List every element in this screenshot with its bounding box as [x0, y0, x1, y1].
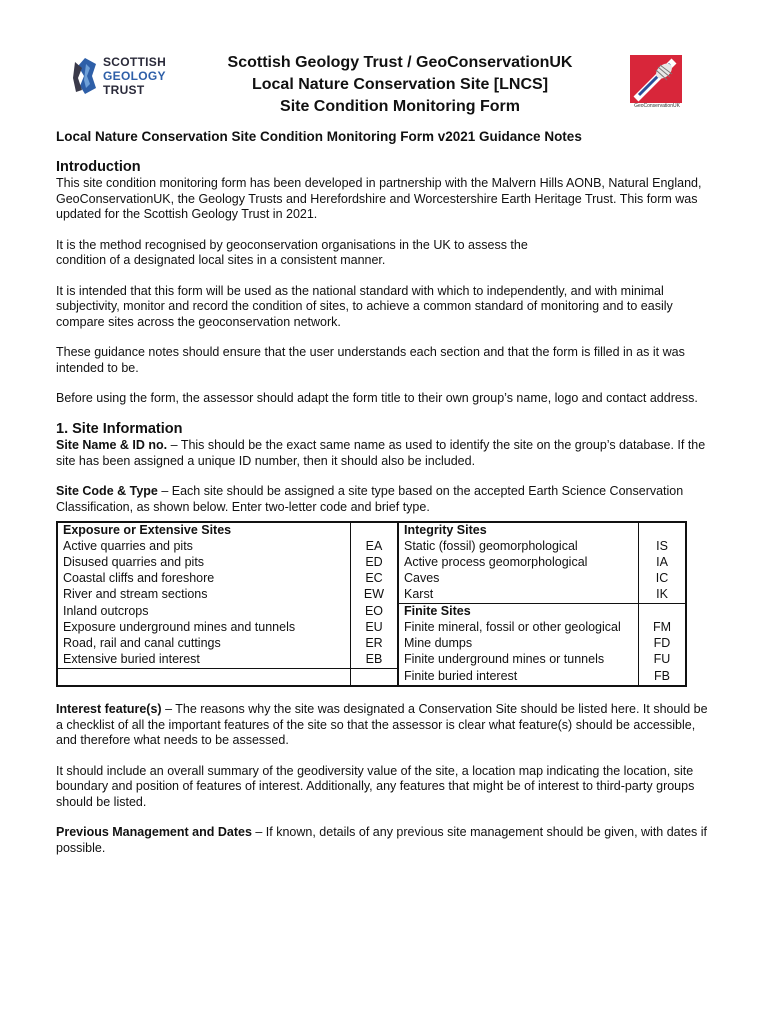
table-row: [57, 539, 686, 555]
site-type-name: Road, rail and canal cuttings: [57, 636, 351, 652]
site-type-name: Inland outcrops: [57, 604, 351, 621]
empty-cell: [639, 522, 687, 539]
site-type-code: IS: [639, 539, 687, 555]
page-title: [150, 52, 650, 118]
title-line-3: Site Condition Monitoring Form: [280, 98, 520, 115]
site-information-heading: 1. Site Information: [56, 420, 183, 437]
site-type-name: Active quarries and pits: [57, 539, 351, 555]
site-type-name: Extensive buried interest: [57, 652, 351, 669]
site-type-code: ED: [351, 555, 399, 571]
intro-paragraph-5: Before using the form, the assessor should adapt the form title to their own group’s name, logo and contact address.: [56, 391, 698, 405]
site-type-code: ER: [351, 636, 399, 652]
exposure-sites-header: Exposure or Extensive Sites: [57, 522, 351, 539]
logo-caption: GeoConservationUK: [634, 103, 680, 109]
site-type-code: EO: [351, 604, 399, 621]
geoconservationuk-logo-icon: [630, 55, 682, 103]
table-row: [57, 604, 686, 621]
site-type-code: FB: [639, 669, 687, 687]
site-type-code: EW: [351, 587, 399, 604]
site-type-name: Mine dumps: [398, 636, 639, 652]
intro-paragraph-2: It is the method recognised by geoconservation organisations in the UK to assess the condition of a designated local sites in a consistent manner.: [56, 237, 528, 267]
introduction-heading: Introduction: [56, 158, 141, 175]
summary-paragraph: It should include an overall summary of the geodiversity value of the site, a location map indicating the location, site boundary and position of features of interest. Additionally, any features that might be of interest to third-party groups should be listed.: [56, 763, 695, 809]
table-row: [57, 669, 686, 687]
previous-management-label: Previous Management and Dates: [56, 825, 252, 839]
intro-paragraph-1: This site condition monitoring form has been developed in partnership with the Malvern Hills AONB, Natural England, GeoConservationUK, the Geology Trusts and Herefordshire and Worcestershire Earth Heritage Trust. This form was updated for the Scottish Geology Trust in 2021.: [56, 176, 702, 221]
table-row: [57, 587, 686, 604]
site-type-name: Finite mineral, fossil or other geological: [398, 620, 639, 636]
site-type-code: EA: [351, 539, 399, 555]
site-name-label: Site Name & ID no.: [56, 438, 168, 452]
interest-text: – The reasons why the site was designated a Conservation Site should be listed here. It should be a checklist of all the important features of the site so that the assessor is clear what feature(s) should be accessible, and therefore what needs to be assessed.: [56, 702, 708, 747]
site-type-code: EB: [351, 652, 399, 669]
site-type-code: EC: [351, 571, 399, 587]
site-type-code: FD: [639, 636, 687, 652]
site-code-label: Site Code & Type: [56, 484, 158, 498]
site-type-code: IA: [639, 555, 687, 571]
site-name-paragraph: [56, 438, 716, 469]
table-row: [57, 571, 686, 587]
title-line-2: Local Nature Conservation Site [LNCS]: [251, 76, 549, 93]
integrity-sites-header: Integrity Sites: [398, 522, 639, 539]
scottish-geology-trust-logo-icon: [72, 56, 98, 96]
site-type-code: IK: [639, 587, 687, 604]
site-type-code: FM: [639, 620, 687, 636]
site-type-name: River and stream sections: [57, 587, 351, 604]
site-type-table: [56, 521, 687, 687]
previous-management-text: – If known, details of any previous site management should be given, with dates if possible.: [56, 825, 708, 855]
geoconservationuk-logo: [630, 55, 684, 113]
site-type-name: Disused quarries and pits: [57, 555, 351, 571]
site-type-name: Exposure underground mines and tunnels: [57, 620, 351, 636]
title-line-1: Scottish Geology Trust / GeoConservationUK: [227, 54, 573, 71]
site-type-code: IC: [639, 571, 687, 587]
document-body: [56, 129, 716, 871]
intro-paragraph-4: These guidance notes should ensure that the user understands each section and that the form is filled in as it was intended to be.: [56, 345, 685, 375]
empty-cell: [639, 604, 687, 621]
table-row: [57, 522, 686, 539]
site-code-paragraph: [56, 484, 716, 515]
table-row: [57, 652, 686, 669]
site-type-code: EU: [351, 620, 399, 636]
site-type-name: Static (fossil) geomorphological: [398, 539, 639, 555]
site-type-name: Active process geomorphological: [398, 555, 639, 571]
empty-cell: [57, 669, 351, 687]
interest-paragraph: [56, 702, 716, 749]
logo-text-geology: GEOLOGY: [103, 69, 166, 83]
site-type-name: Coastal cliffs and foreshore: [57, 571, 351, 587]
table-row: [57, 555, 686, 571]
site-name-text: – This should be the exact same name as used to identify the site on the group’s database. If the site has been assigned a unique ID number, then it should also be included.: [56, 438, 706, 468]
logo-text-scottish: SCOTTISH: [103, 55, 167, 69]
site-type-name: Finite buried interest: [398, 669, 639, 687]
empty-cell: [351, 669, 399, 687]
previous-management-paragraph: [56, 825, 716, 856]
table-row: [57, 620, 686, 636]
site-code-text: – Each site should be assigned a site type based on the accepted Earth Science Conservation Classification, as shown below. Enter two-letter code and brief type.: [56, 484, 684, 514]
site-type-name: Caves: [398, 571, 639, 587]
intro-paragraph-3: It is intended that this form will be used as the national standard with which to independently, and with minimal subjectivity, monitor and record the condition of sites, to achieve a common standard of monitoring and to easily compare sites across the geoconservation network.: [56, 283, 673, 329]
logo-text-trust: TRUST: [103, 83, 145, 97]
finite-sites-header: Finite Sites: [398, 604, 639, 621]
site-type-code: FU: [639, 652, 687, 669]
main-heading: Local Nature Conservation Site Condition Monitoring Form v2021 Guidance Notes: [56, 129, 582, 144]
site-type-name: Karst: [398, 587, 639, 604]
interest-label: Interest feature(s): [56, 702, 162, 716]
site-type-name: Finite underground mines or tunnels: [398, 652, 639, 669]
table-row: [57, 636, 686, 652]
